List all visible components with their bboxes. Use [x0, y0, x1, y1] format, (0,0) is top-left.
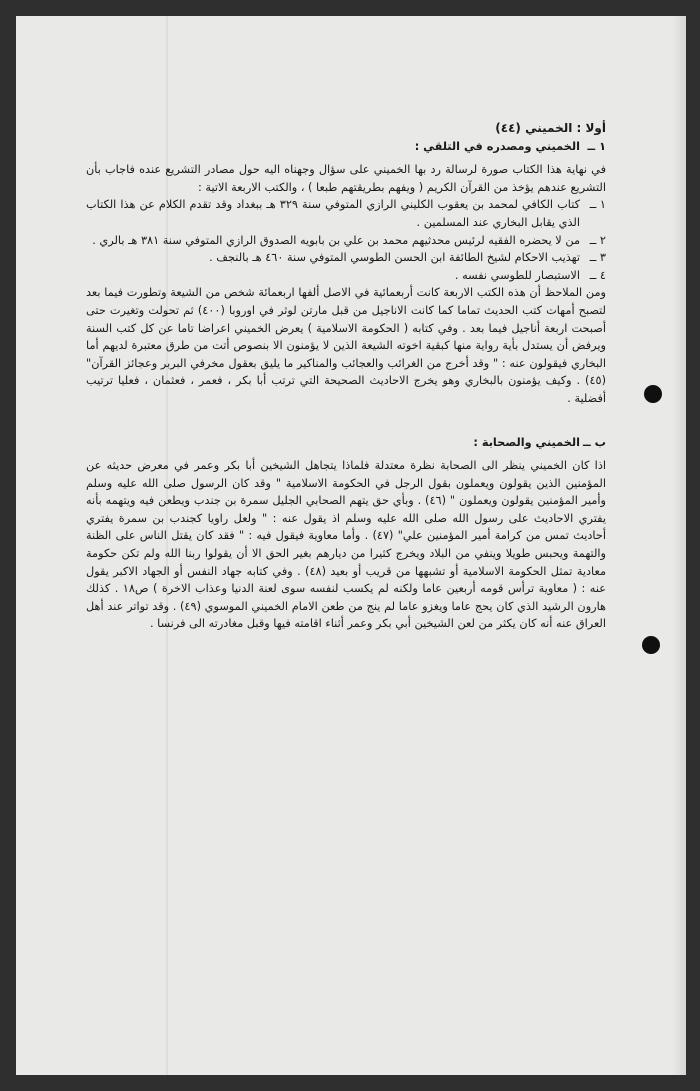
section-a-intro: في نهاية هذا الكتاب صورة لرسالة رد بها الخميني على سؤال وجهناه اليه حول مصادر التشريع عنده فاجاب بأن التشريع عندهم يؤخذ من القرآن الكريم ( ويفهم بطريقتهم طبعا ) ، والكتب الاربعة الاتية : — [86, 163, 606, 194]
list-item — [86, 249, 606, 267]
list-item-number: ٤ ــ — [589, 268, 606, 282]
section-b-label: ب ــ — [582, 435, 606, 449]
list-item-number: ٣ ــ — [589, 251, 606, 265]
list-item-number: ١ ــ — [589, 198, 606, 212]
page-edge-shadow — [672, 16, 686, 1075]
section-b-body: اذا كان الخميني ينظر الى الصحابة نظرة معتدلة فلماذا يتجاهل الشيخين أبا بكر وعمر في معرض حديثه عن المؤمنين الذين يقولون ويعملون بقول الرجل في الحكومة الاسلامية " وقد كان الرسول صلى الله عليه وسلم وأمير المؤمنين يقولون ويعملون " (٤٦) . وبأي حق يتهم الصحابي الجليل سمرة بن جندب ويطعن فيه ويتهمه بأنه يفتري الاحاديث على رسول الله صلى الله عليه وسلم اذ يقول عنه : " ولعل راويا كجندب بن سمرة يفتري أحاديث تمس من كرامة أمير المؤمنين علي" (٤٧) . وأما معاوية فيقول فيه : " فقد كان يقتل الناس على الظنة والتهمة ويحبس طويلا وينفي من البلاد ويخرج كثيرا من ديارهم بغير الحق الا أن يقولوا ربنا الله ولم تكن حكومة معادية تمثل الحكومة الاسلامية أو تشبهها من قريب أو بعيد (٤٨) . وفي كتابه جهاد النفس أو الجهاد الاكبر يقول عنه : ( معاوية ترأس قومه أربعين عاما ولكنه لم يكسب لنفسه سوى لعنة الدنيا وعذاب الاخرة ) ص١٨ . كذلك هارون الرشيد الذي كان يحج عاما ويغزو عاما لم ينج من طعن الامام الخميني الموسوي (٤٩) . وقد تواتر عند أهل العراق عنه أنه كان يكثر من لعن الشيخين أبي بكر وعمر أثناء اقامته فيها وقبل مغادرته الى فرنسا . — [86, 459, 607, 631]
page-heading: أولا : الخميني (٤٤) — [495, 121, 606, 135]
list-item — [86, 196, 606, 231]
list-item-text: كتاب الكافي لمحمد بن يعقوب الكليني الرازي المتوفي سنة ٣٢٩ هـ ببغداد وقد تقدم الكلام عن هذا الكتاب الذي يقابل البخاري عند المسلمين . — [86, 198, 581, 229]
section-a-title: الخميني ومصدره في التلقي : — [414, 139, 580, 153]
punch-hole-top — [644, 385, 662, 403]
list-item — [86, 267, 606, 285]
list-item-text: تهذيب الاحكام لشيخ الطائفة ابن الحسن الطوسي المتوفي سنة ٤٦٠ هـ بالنجف . — [209, 251, 580, 265]
document-body — [86, 120, 606, 633]
list-item-number: ٢ ــ — [589, 233, 606, 247]
section-a-label: ١ ــ — [587, 139, 606, 153]
section-b-title: الخميني والصحابة : — [473, 435, 580, 449]
section-a-body: ومن الملاحظ أن هذه الكتب الاربعة كانت أربعمائية في الاصل ألفها اربعمائة شخص من الشيعة وتطورت فيما بعد لتصبح أمهات كتب الحديث تماما كما كانت الاناجيل من قبل مارتن لوثر في اوروبا (٤٠٠) ثم تحولت وتغيرت حتى أصبحت اربعة أناجيل فيما بعد . وفي كتابه ( الحكومة الاسلامية ) يعرض الخميني اعراضا تاما عن كل كتب السنة ويرفض أن يستدل بأية رواية منها كبقية اخوته الشيعة الذين لا يؤمنون الا بنصوص أتت من طرق معتبرة لديهم أما البخاري فيقولون عنه : " وقد أخرج من الغرائب والعجائب والمناكير ما يليق بعقول مخرفي البربر وعجائز القرآن" (٤٥) . وكيف يؤمنون بالبخاري وهو يخرج الاحاديث الصحيحة التي ترتب أبا بكر ، فعمر ، فعثمان ، فعليا ترتيب أفضلية . — [86, 286, 606, 405]
list-item-text: الاستبصار للطوسي نفسه . — [454, 268, 580, 282]
list-item — [86, 232, 606, 250]
section-a-title-row — [86, 138, 606, 156]
section-spacer — [86, 408, 606, 434]
list-item-text: من لا يحضره الفقيه لرئيس محدثيهم محمد بن علي بن بابويه الصدوق الرازي المتوفي سنة ٣٨١ هـ بالري . — [92, 233, 580, 247]
document-page — [16, 16, 686, 1075]
section-b-title-row — [86, 434, 606, 452]
punch-hole-bottom — [642, 636, 660, 654]
